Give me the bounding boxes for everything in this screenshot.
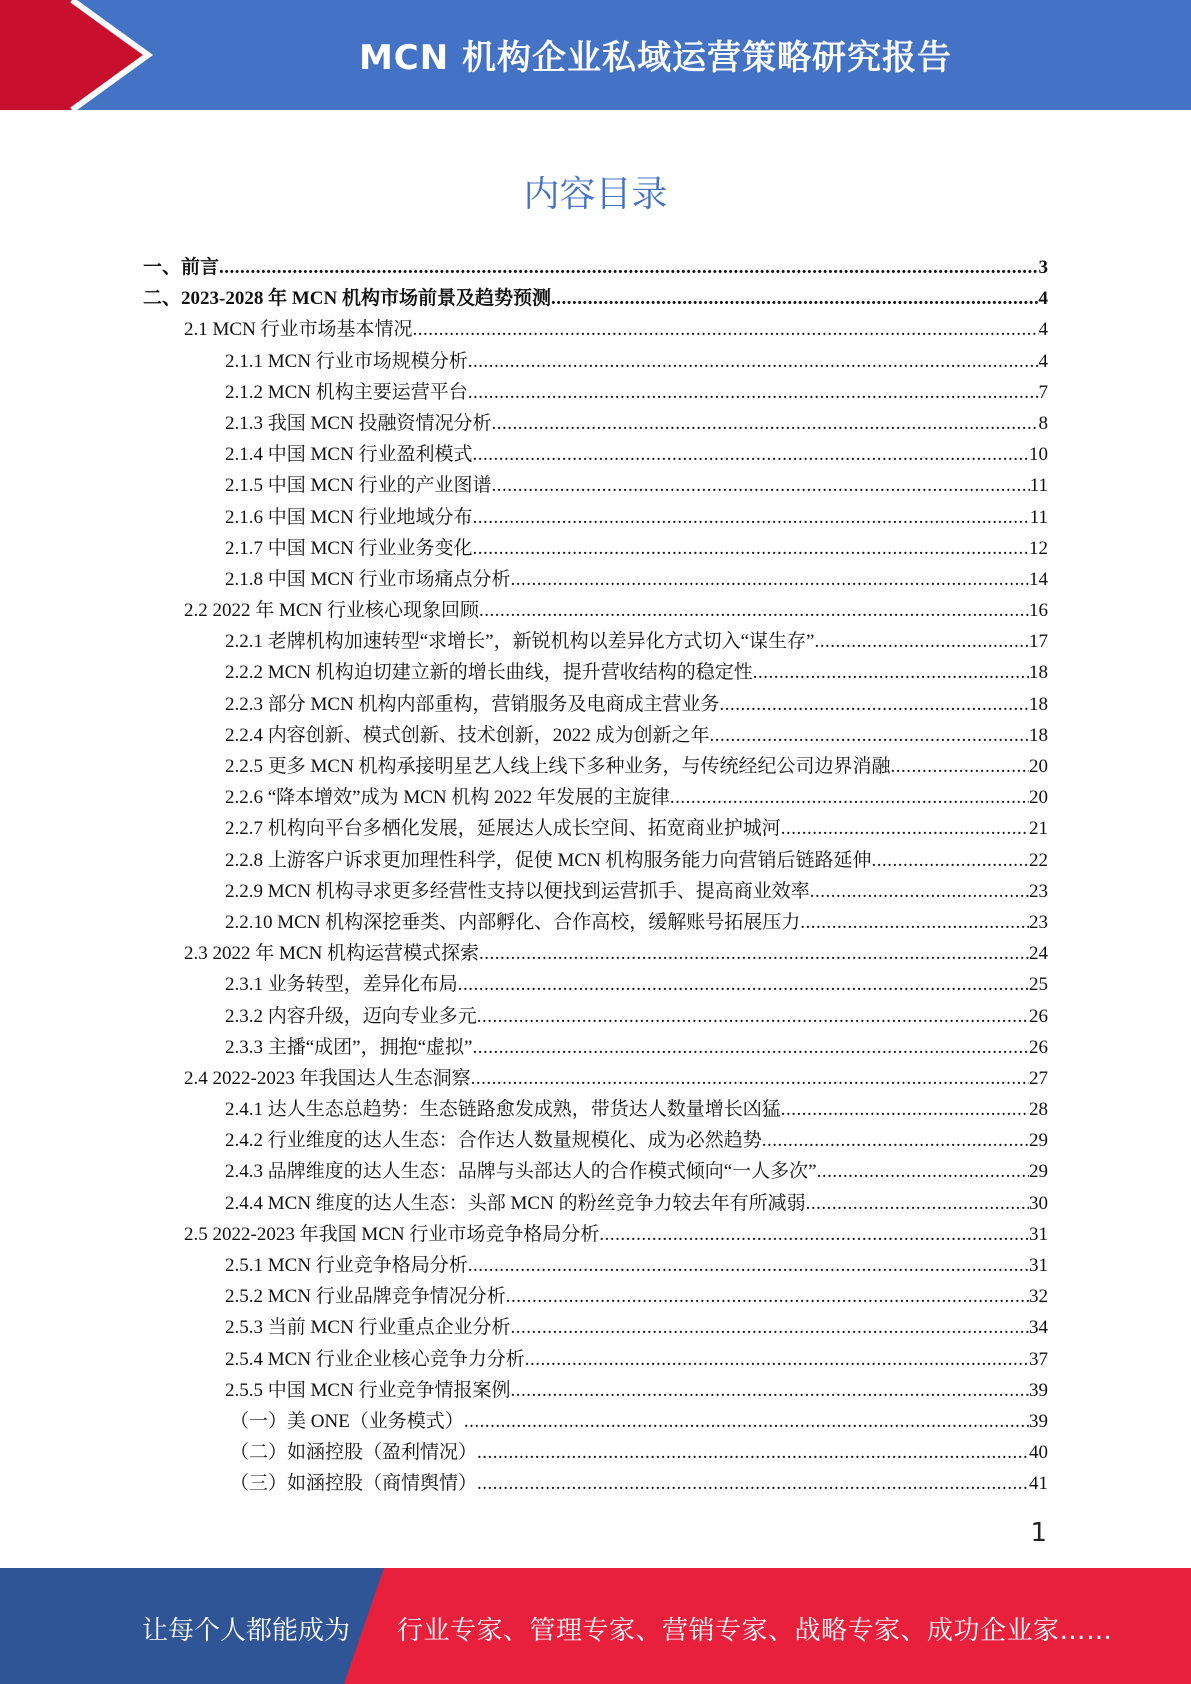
toc-entry[interactable] [0, 689, 1191, 720]
toc-entry-title: 2.2.9 MCN 机构寻求更多经营性支持以便找到运营抓手、提高商业效率 [225, 880, 810, 902]
table-of-contents [0, 252, 1191, 1500]
toc-entry-title: 2.2.8 上游客户诉求更加理性科学，促使 MCN 机构服务能力向营销后链路延伸 [225, 849, 872, 871]
toc-entry[interactable] [0, 1281, 1191, 1312]
toc-dot-leader [477, 1468, 1029, 1499]
toc-entry[interactable] [0, 252, 1191, 283]
toc-entry-title: 2.2.1 老牌机构加速转型“求增长”，新锐机构以差异化方式切入“谋生存” [225, 631, 815, 653]
toc-entry-page: 41 [1029, 1473, 1048, 1495]
toc-entry[interactable] [0, 595, 1191, 626]
toc-dot-leader [781, 1094, 1029, 1125]
toc-dot-leader [891, 751, 1029, 782]
toc-dot-leader [762, 1125, 1029, 1156]
toc-entry[interactable] [0, 470, 1191, 501]
toc-entry-page: 34 [1029, 1317, 1048, 1339]
toc-entry-title: 2.4 2022-2023 年我国达人生态洞察 [184, 1067, 471, 1089]
toc-entry-title: （二）如涵控股（盈利情况） [230, 1442, 478, 1464]
toc-entry[interactable] [0, 314, 1191, 345]
toc-entry[interactable] [0, 876, 1191, 907]
toc-dot-leader [710, 720, 1029, 751]
toc-entry-title: 2.1 MCN 行业市场基本情况 [184, 319, 413, 341]
toc-entry[interactable] [0, 969, 1191, 1000]
toc-dot-leader [872, 845, 1029, 876]
toc-entry[interactable] [0, 1156, 1191, 1187]
toc-entry[interactable] [0, 283, 1191, 314]
toc-dot-leader [468, 346, 1039, 377]
toc-dot-leader [511, 564, 1029, 595]
toc-dot-leader [800, 907, 1029, 938]
toc-entry[interactable] [0, 1437, 1191, 1468]
toc-dot-leader [458, 969, 1029, 1000]
toc-entry[interactable] [0, 377, 1191, 408]
toc-entry-title: 2.5.2 MCN 行业品牌竞争情况分析 [225, 1286, 506, 1308]
toc-entry-page: 4 [1038, 319, 1048, 341]
toc-entry-title: 2.1.6 中国 MCN 行业地域分布 [225, 506, 473, 528]
toc-entry[interactable] [0, 439, 1191, 470]
toc-entry[interactable] [0, 720, 1191, 751]
toc-entry-title: 2.5 2022-2023 年我国 MCN 行业市场竞争格局分析 [184, 1223, 600, 1245]
toc-entry-title: 2.2.10 MCN 机构深挖垂类、内部孵化、合作高校，缓解账号拓展压力 [225, 911, 801, 933]
page-number: 1 [1030, 1518, 1047, 1548]
toc-entry-page: 14 [1029, 568, 1048, 590]
toc-dot-leader [479, 595, 1029, 626]
toc-dot-leader [670, 782, 1029, 813]
toc-entry-page: 18 [1029, 662, 1048, 684]
toc-dot-leader [511, 1375, 1029, 1406]
toc-dot-leader [781, 813, 1029, 844]
toc-dot-leader [413, 314, 1039, 345]
toc-entry-title: 2.2.6 “降本增效”成为 MCN 机构 2022 年发展的主旋律 [225, 787, 670, 809]
toc-entry[interactable] [0, 751, 1191, 782]
toc-entry-title: 2.1.8 中国 MCN 行业市场痛点分析 [225, 568, 511, 590]
toc-entry[interactable] [0, 1406, 1191, 1437]
toc-entry-page: 37 [1029, 1348, 1048, 1370]
toc-entry[interactable] [0, 845, 1191, 876]
toc-entry-title: （三）如涵控股（商情舆情） [230, 1473, 478, 1495]
toc-dot-leader [511, 1312, 1029, 1343]
toc-entry-page: 21 [1029, 818, 1048, 840]
toc-entry-title: 2.2.2 MCN 机构迫切建立新的增长曲线，提升营收结构的稳定性 [225, 662, 753, 684]
toc-entry-title: 2.5.3 当前 MCN 行业重点企业分析 [225, 1317, 511, 1339]
toc-entry[interactable] [0, 1219, 1191, 1250]
toc-entry-title: 2.5.1 MCN 行业竞争格局分析 [225, 1255, 468, 1276]
toc-entry-page: 25 [1029, 974, 1048, 996]
toc-entry-page: 18 [1029, 724, 1048, 746]
toc-dot-leader [720, 689, 1029, 720]
toc-entry[interactable] [0, 813, 1191, 844]
toc-entry[interactable] [0, 346, 1191, 377]
toc-entry-title: 2.5.4 MCN 行业企业核心竞争力分析 [225, 1348, 525, 1370]
toc-entry-page: 18 [1029, 693, 1048, 715]
toc-entry-page: 8 [1038, 412, 1048, 434]
toc-dot-leader [551, 283, 1039, 314]
toc-entry-page: 16 [1029, 600, 1048, 622]
toc-entry-title: 2.3.3 主播“成团”，拥抱“虚拟” [225, 1036, 473, 1058]
toc-entry-page: 11 [1029, 506, 1048, 528]
toc-entry-page: 39 [1029, 1379, 1048, 1401]
toc-dot-leader [473, 439, 1029, 470]
toc-entry[interactable] [0, 1094, 1191, 1125]
toc-entry-title: 2.1.2 MCN 机构主要运营平台 [225, 381, 468, 403]
toc-dot-leader [219, 252, 1038, 283]
toc-entry-page: 39 [1029, 1410, 1048, 1432]
toc-entry-page: 20 [1029, 787, 1048, 809]
toc-dot-leader [814, 626, 1029, 657]
toc-entry-title: 2.1.5 中国 MCN 行业的产业图谱 [225, 475, 492, 497]
toc-entry-title: 2.4.1 达人生态总趋势：生态链路愈发成熟，带货达人数量增长凶猛 [225, 1099, 781, 1121]
toc-entry-title: 2.2.7 机构向平台多栖化发展，延展达人成长空间、拓宽商业护城河 [225, 818, 781, 840]
toc-entry-title: 2.5.5 中国 MCN 行业竞争情报案例 [225, 1379, 511, 1401]
toc-entry-title: 2.2 2022 年 MCN 行业核心现象回顾 [184, 600, 480, 622]
toc-dot-leader [492, 408, 1039, 439]
toc-entry[interactable] [0, 782, 1191, 813]
toc-entry-page: 29 [1029, 1130, 1048, 1152]
toc-entry-title: 2.1.3 我国 MCN 投融资情况分析 [225, 412, 492, 434]
toc-dot-leader [817, 1156, 1029, 1187]
toc-entry[interactable] [0, 626, 1191, 657]
toc-dot-leader [472, 1032, 1029, 1063]
toc-dot-leader [753, 657, 1029, 688]
toc-dot-leader [471, 1063, 1029, 1094]
toc-entry-title: 2.4.2 行业维度的达人生态：合作达人数量规模化、成为必然趋势 [225, 1130, 762, 1152]
toc-dot-leader [806, 1188, 1029, 1219]
toc-entry-page: 12 [1029, 537, 1048, 559]
toc-entry-page: 17 [1029, 631, 1048, 653]
toc-entry[interactable] [0, 1125, 1191, 1156]
toc-dot-leader [473, 533, 1029, 564]
toc-entry-page: 40 [1029, 1442, 1048, 1464]
toc-entry-page: 23 [1029, 911, 1048, 933]
toc-heading: 内容目录 [523, 174, 668, 215]
footer-slogan: 让每个人都能成为 [142, 1616, 351, 1646]
toc-dot-leader [477, 1437, 1029, 1468]
toc-entry-page: 30 [1029, 1192, 1048, 1214]
toc-dot-leader [477, 1001, 1029, 1032]
toc-entry-page: 20 [1029, 756, 1048, 777]
report-title: MCN 机构企业私域运营策略研究报告 [358, 38, 953, 78]
toc-entry[interactable] [0, 1001, 1191, 1032]
toc-entry-page: 28 [1029, 1099, 1048, 1121]
toc-entry-page: 10 [1029, 444, 1048, 466]
toc-entry-title: 2.4.4 MCN 维度的达人生态：头部 MCN 的粉丝竞争力较去年有所减弱 [225, 1192, 806, 1214]
toc-dot-leader [468, 1250, 1029, 1281]
toc-entry-title: 2.3 2022 年 MCN 机构运营模式探索 [184, 943, 480, 965]
toc-entry-title: 二、2023-2028 年 MCN 机构市场前景及趋势预测 [143, 288, 551, 310]
toc-entry-page: 4 [1038, 350, 1048, 372]
toc-dot-leader [506, 1281, 1029, 1312]
toc-entry-page: 31 [1029, 1255, 1048, 1276]
toc-entry-page: 29 [1029, 1161, 1048, 1183]
toc-entry-page: 24 [1029, 943, 1048, 965]
toc-entry-page: 7 [1038, 381, 1048, 403]
toc-entry-title: 2.2.4 内容创新、模式创新、技术创新，2022 成为创新之年 [225, 724, 710, 746]
toc-entry-title: 2.4.3 品牌维度的达人生态：品牌与头部达人的合作模式倾向“一人多次” [225, 1161, 817, 1183]
report-header [0, 0, 1191, 110]
toc-dot-leader [479, 938, 1029, 969]
toc-entry[interactable] [0, 1375, 1191, 1406]
toc-entry-title: 2.3.2 内容升级，迈向专业多元 [225, 1005, 477, 1027]
toc-entry-page: 22 [1029, 849, 1048, 871]
toc-entry-title: 2.1.1 MCN 行业市场规模分析 [225, 350, 468, 372]
toc-entry[interactable] [0, 1032, 1191, 1063]
footer-expert-list: 行业专家、管理专家、营销专家、战略专家、成功企业家…… [397, 1616, 1113, 1646]
toc-dot-leader [599, 1219, 1029, 1250]
toc-entry[interactable] [0, 533, 1191, 564]
toc-dot-leader [525, 1344, 1029, 1375]
toc-dot-leader [492, 470, 1030, 501]
toc-entry[interactable] [0, 1188, 1191, 1219]
toc-entry[interactable] [0, 502, 1191, 533]
toc-entry[interactable] [0, 1344, 1191, 1375]
toc-entry-title: 2.2.3 部分 MCN 机构内部重构，营销服务及电商成主营业务 [225, 693, 720, 715]
toc-entry-title: 2.2.5 更多 MCN 机构承接明星艺人线上线下多种业务，与传统经纪公司边界消融 [225, 756, 891, 777]
toc-dot-leader [810, 876, 1029, 907]
toc-entry-page: 23 [1029, 880, 1048, 902]
toc-entry[interactable] [0, 564, 1191, 595]
toc-entry-page: 26 [1029, 1036, 1048, 1058]
toc-entry[interactable] [0, 657, 1191, 688]
toc-entry[interactable] [0, 938, 1191, 969]
toc-entry-page: 4 [1038, 288, 1048, 310]
toc-entry[interactable] [0, 1063, 1191, 1094]
toc-entry-page: 11 [1029, 475, 1048, 497]
toc-entry[interactable] [0, 907, 1191, 938]
toc-entry-page: 31 [1029, 1223, 1048, 1245]
toc-entry[interactable] [0, 1312, 1191, 1343]
toc-dot-leader [473, 502, 1030, 533]
toc-entry-title: 一、前言 [143, 257, 220, 278]
toc-dot-leader [468, 377, 1039, 408]
toc-entry[interactable] [0, 1468, 1191, 1499]
toc-entry-title: 2.1.7 中国 MCN 行业业务变化 [225, 537, 473, 559]
toc-entry-title: 2.3.1 业务转型，差异化布局 [225, 974, 458, 996]
toc-entry-page: 32 [1029, 1286, 1048, 1308]
toc-entry-title: 2.1.4 中国 MCN 行业盈利模式 [225, 444, 473, 466]
toc-entry-page: 3 [1038, 257, 1048, 278]
toc-entry-page: 27 [1029, 1067, 1048, 1089]
toc-entry[interactable] [0, 1250, 1191, 1281]
toc-entry[interactable] [0, 408, 1191, 439]
toc-entry-page: 26 [1029, 1005, 1048, 1027]
toc-entry-title: （一）美 ONE（业务模式） [230, 1410, 464, 1432]
page-footer [0, 1568, 1191, 1684]
toc-dot-leader [464, 1406, 1029, 1437]
